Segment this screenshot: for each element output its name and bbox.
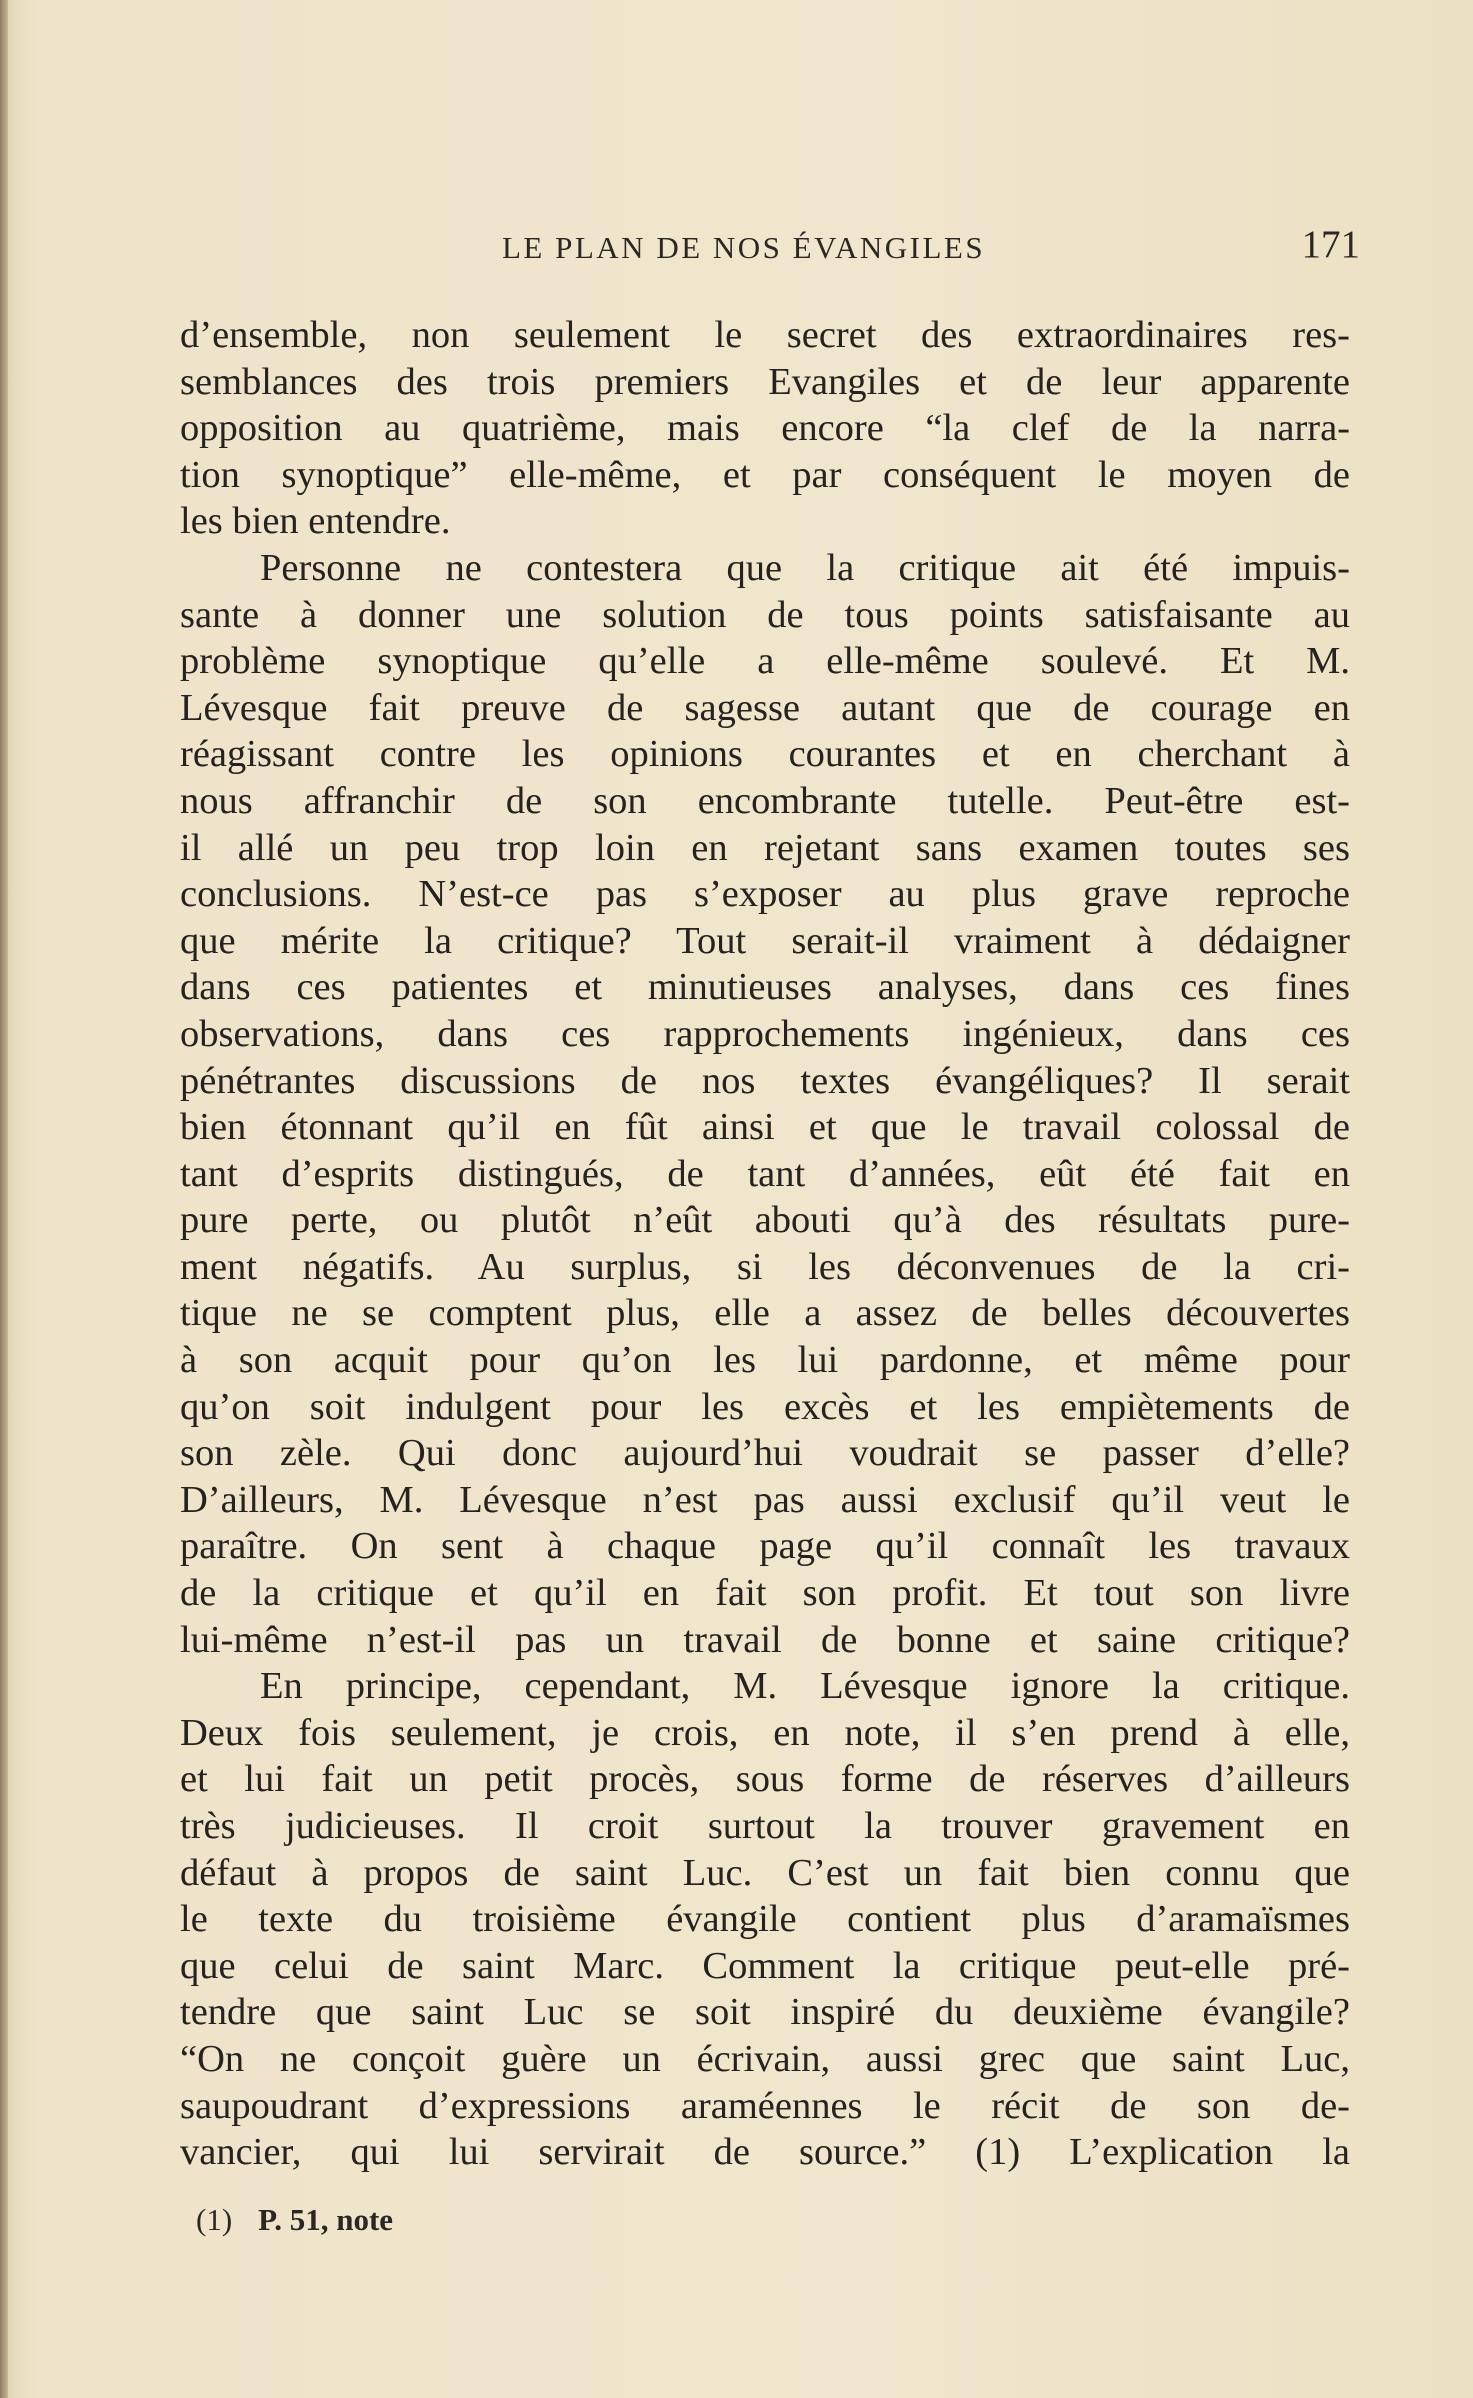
text-line: ment négatifs. Au surplus, si les déconvenues de la cri- — [180, 1245, 1350, 1288]
text-line: vancier, qui lui servirait de source.” (1) L’explication la — [180, 2131, 1350, 2174]
text-line: pure perte, ou plutôt n’eût abouti qu’à des résultats pure- — [180, 1199, 1350, 1242]
text-line: lui-même n’est-il pas un travail de bonne et saine critique? — [180, 1618, 1350, 1661]
text-line: Lévesque fait preuve de sagesse autant que de courage en — [180, 686, 1350, 729]
text-line: D’ailleurs, M. Lévesque n’est pas aussi exclusif qu’il veut le — [180, 1478, 1350, 1521]
text-line: Personne ne contestera que la critique ait été impuis- — [260, 546, 1350, 589]
page-header — [150, 222, 1360, 282]
text-line: saupoudrant d’expressions araméennes le récit de son de- — [180, 2084, 1350, 2127]
text-line: d’ensemble, non seulement le secret des extraordinaires res- — [180, 314, 1350, 356]
text-line: défaut à propos de saint Luc. C’est un fait bien connu que — [180, 1851, 1350, 1894]
text-line: qu’on soit indulgent pour les excès et les empiètements de — [180, 1385, 1350, 1428]
text-line: En principe, cependant, M. Lévesque ignore la critique. — [260, 1665, 1350, 1708]
footnote — [196, 2202, 393, 2238]
text-line: que mérite la critique? Tout serait-il vraiment à dédaigner — [180, 919, 1350, 962]
text-line: que celui de saint Marc. Comment la critique peut-elle pré- — [180, 1944, 1350, 1987]
text-line: nous affranchir de son encombrante tutelle. Peut-être est- — [180, 779, 1350, 822]
text-line: dans ces patientes et minutieuses analyses, dans ces fines — [180, 966, 1350, 1009]
text-line: réagissant contre les opinions courantes et en cherchant à — [180, 733, 1350, 776]
text-line: tendre que saint Luc se soit inspiré du deuxième évangile? — [180, 1991, 1350, 2034]
text-line: et lui fait un petit procès, sous forme de réserves d’ailleurs — [180, 1758, 1350, 1801]
text-line: son zèle. Qui donc aujourd’hui voudrait se passer d’elle? — [180, 1432, 1350, 1475]
text-line: tique ne se comptent plus, elle a assez de belles découvertes — [180, 1292, 1350, 1335]
body-text — [180, 312, 1350, 2176]
text-line: très judicieuses. Il croit surtout la trouver gravement en — [180, 1805, 1350, 1847]
text-line: “On ne conçoit guère un écrivain, aussi grec que saint Luc, — [180, 2037, 1350, 2080]
text-line: bien étonnant qu’il en fût ainsi et que le travail colossal de — [180, 1106, 1350, 1149]
text-line: problème synoptique qu’elle a elle-même soulevé. Et M. — [180, 640, 1350, 683]
text-line: de la critique et qu’il en fait son profit. Et tout son livre — [180, 1572, 1350, 1615]
text-line: tion synoptique” elle-même, et par conséquent le moyen de — [180, 453, 1350, 496]
text-line: il allé un peu trop loin en rejetant sans examen toutes ses — [180, 826, 1350, 869]
page-binding-edge — [0, 0, 8, 2398]
text-line: pénétrantes discussions de nos textes évangéliques? Il serait — [180, 1059, 1350, 1102]
text-line: sante à donner une solution de tous points satisfaisante au — [180, 593, 1350, 636]
text-line: opposition au quatrième, mais encore “la clef de la narra- — [180, 407, 1350, 450]
text-line: à son acquit pour qu’on les lui pardonne, et même pour — [180, 1339, 1350, 1382]
text-line: les bien entendre. — [180, 500, 451, 543]
text-line: Deux fois seulement, je crois, en note, il s’en prend à elle, — [180, 1711, 1350, 1754]
text-line: observations, dans ces rapprochements ingénieux, dans ces — [180, 1012, 1350, 1055]
text-line: semblances des trois premiers Evangiles et de leur apparente — [180, 360, 1350, 403]
text-line: conclusions. N’est-ce pas s’exposer au plus grave reproche — [180, 873, 1350, 916]
running-title: LE PLAN DE NOS ÉVANGILES — [502, 230, 986, 265]
page-number: 171 — [1301, 223, 1360, 266]
text-line: le texte du troisième évangile contient plus d’aramaïsmes — [180, 1898, 1350, 1941]
text-line: tant d’esprits distingués, de tant d’années, eût été fait en — [180, 1152, 1350, 1195]
footnote-text: P. 51, note — [258, 2202, 394, 2237]
footnote-marker: (1) — [196, 2202, 233, 2237]
text-line: paraître. On sent à chaque page qu’il connaît les travaux — [180, 1525, 1350, 1568]
